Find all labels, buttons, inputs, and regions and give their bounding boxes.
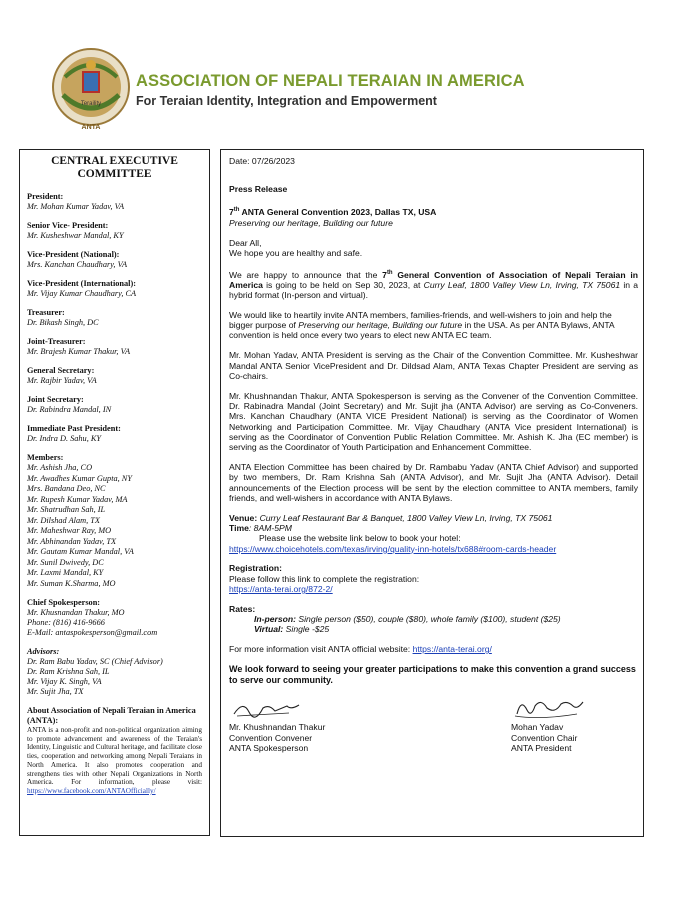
member-item: Mr. Rupesh Kumar Yadav, MA: [27, 494, 128, 504]
spokesperson-block: Chief Spokesperson: Mr. Khusnandan Thakur, MO Phone: (816) 416-9666 E-Mail: antaspokesperson@gmail.com: [27, 598, 158, 637]
about-block: [27, 706, 202, 796]
signature-image: [511, 692, 591, 722]
rates-block: Rates: In-person: Single person ($50), couple ($80), whole family ($100), student ($25) Virtual: Single -$25: [229, 603, 561, 635]
committee-title: CENTRAL EXECUTIVE COMMITTEE: [51, 155, 178, 180]
officer-block: General Secretary: Mr. Rajbir Yadav, VA: [27, 366, 97, 385]
officer-block: Treasurer: Dr. Bikash Singh, DC: [27, 308, 99, 327]
officer-block: Senior Vice- President: Mr. Kusheshwar Mandal, KY: [27, 221, 124, 240]
about-body: ANTA is a non-profit and non-political organization aiming to promote advancement and awareness of the Teraian's Identity, Linguistic and Cultural heritage, and facilitate close ties, cooperation and networking among Nepali Teraians in North America. It also promotes cooperation and strengthens ties with other Nepali Organizations in North America. For information, please visit: https://www.facebook.com/ANTAOfficially/: [27, 726, 202, 795]
member-item: Mr. Ashish Jha, CO: [27, 463, 93, 472]
anta-logo: [46, 43, 136, 133]
press-release-panel: [220, 149, 644, 837]
greeting: Dear All, We hope you are healthy and safe.: [229, 237, 363, 258]
convention-heading: 7th ANTA General Convention 2023, Dallas TX, USA Preserving our heritage, Building our future: [229, 207, 437, 228]
signature-chair: Mohan Yadav Convention Chair ANTA President: [511, 692, 651, 753]
invite-paragraph: We would like to heartily invite ANTA members, families-friends, and well-wishers to join and help the bigger purpose of Preserving our heritage, Building our future in the USA. As per ANTA Bylaws, ANTA convention is held once every two years to elect new ANTA EC team.: [229, 309, 615, 341]
officer-block: President: Mr. Mohan Kumar Yadav, VA: [27, 192, 125, 211]
svg-text:Teraility: Teraility: [80, 101, 102, 107]
member-item: Mr. Dilshad Alam, TX: [27, 515, 100, 525]
release-date: Date: 07/26/2023: [229, 156, 295, 166]
chair-paragraph: Mr. Mohan Yadav, ANTA President is serving as the Chair of the Convention Committee. Mr. Kusheshwar Mandal ANTA Senior VicePresident and Dr. Dildsad Alam, ANTA Texas Chapter President are serving as Co-chairs.: [229, 350, 638, 381]
about-title: About Association of Nepali Teraian in America (ANTA):: [27, 706, 196, 725]
website-link[interactable]: https://anta-terai.org/: [412, 644, 492, 655]
registration-block: Registration: Please follow this link to complete the registration: https://anta-terai.org/872-2/: [229, 563, 420, 594]
member-item: Mr. Abhinandan Yadav, TX: [27, 536, 117, 546]
announcement-paragraph: We are happy to announce that the 7th General Convention of Association of Nepali Teraian in America is going to be held on Sep 30, 2023, at Curry Leaf, 1800 Valley View Ln, Irving, TX 75061 in a hybrid format (In-person and virtual).: [229, 269, 638, 301]
advisors-block: Advisors: Dr. Ram Babu Yadav, SC (Chief Advisor) Dr. Ram Krishna Sah, IL Mr. Vijay K. Singh, VA Mr. Sujit Jha, TX: [27, 647, 163, 696]
signature-row: [229, 696, 638, 776]
member-item: Mr. Suman K.Sharma, MO: [27, 578, 116, 588]
member-item: Mr. Awadhes Kumar Gupta, NY: [27, 473, 132, 483]
press-release-label: Press Release: [229, 184, 288, 195]
election-paragraph: ANTA Election Committee has been chaired by Dr. Rambabu Yadav (ANTA Chief Advisor) and supported by two members, Dr. Ram Krishna Sah (ANTA Advisor), and Mr. Sujit Jha (ANTA Advisor). Detail announcements of the Election process will be sent by the election committee to ANTA members, family friends, and well-wishers in accordance with ANTA Bylaws.: [229, 461, 638, 503]
signature-convener: Mr. Khushnandan Thakur Convention Convener ANTA Spokesperson: [229, 696, 369, 753]
venue-block: Venue: Curry Leaf Restaurant Bar & Banquet, 1800 Valley View Ln, Irving, TX 75061 Time: 8AM-5PM Please use the website link below to book your hotel: https://www.choicehotels.com/texas/irving/quality-inn-hotels/tx688#room-cards-header: [229, 512, 557, 554]
info-line: For more information visit ANTA official website: https://anta-terai.org/: [229, 644, 492, 655]
executive-committee-panel: [19, 149, 210, 836]
facebook-link[interactable]: https://www.facebook.com/ANTAOfficially/: [27, 786, 156, 795]
member-item: Mr. Gautam Kumar Mandal, VA: [27, 547, 134, 556]
registration-link[interactable]: https://anta-terai.org/872-2/: [229, 583, 333, 594]
convener-paragraph: Mr. Khushnandan Thakur, ANTA Spokesperson is serving as the Convener of the Convention Committee. Dr. Rabinadra Mandal (Joint Secretary) and Mr. Sujit jha (ANTA Advisor) are serving as Co-Conveners. Mrs. Kanchan Chaudhary (ANTA VICE President National) is serving as the Coordinator of Women Networking and Participation Committee. Mr. Vijay Chaudhary (ANTA Vice president International) is serving as the Coordinator of Convention Public Relation Committee. Mr. Ashish K. Jha (EC member) is serving as the Coordinator of Youth Participation and Enhancement Committee.: [229, 390, 638, 453]
svg-text:ANTA: ANTA: [81, 124, 101, 131]
member-item: Mr. Laxmi Mandal, KY: [27, 568, 104, 577]
officer-block: Joint-Treasurer: Mr. Brajesh Kumar Thakur, VA: [27, 337, 131, 356]
officer-block: Vice-President (National): Mrs. Kanchan Chaudhary, VA: [27, 250, 128, 269]
member-item: Mr. Sunil Dwivedy, DC: [27, 557, 104, 567]
member-item: Mrs. Bandana Deo, NC: [27, 484, 106, 493]
closing-statement: We look forward to seeing your greater participations to make this convention a grand success to serve our community.: [229, 663, 636, 686]
officer-block: Immediate Past President: Dr. Indra D. Sahu, KY: [27, 424, 121, 443]
officer-block: Joint Secretary: Dr. Rabindra Mandal, IN: [27, 395, 112, 414]
hotel-link[interactable]: https://www.choicehotels.com/texas/irving/quality-inn-hotels/tx688#room-cards-header: [229, 543, 557, 554]
org-tagline: For Teraian Identity, Integration and Empowerment: [136, 94, 437, 108]
member-item: Mr. Shatrudhan Sah, IL: [27, 505, 106, 514]
officer-block: Vice-President (International): Mr. Vijay Kumar Chaudhary, CA: [27, 279, 137, 298]
members-block: Members: Mr. Ashish Jha, CO Mr. Awadhes Kumar Gupta, NY Mrs. Bandana Deo, NC Mr. Rupesh Kumar Yadav, MA Mr. Shatrudhan Sah, IL Mr. Dilshad Alam, TX Mr. Maheshwar Ray, MO Mr. Abhinandan Yadav, TX Mr. Gautam Kumar Mandal, VA Mr. Sunil Dwivedy, DC Mr. Laxmi Mandal, KY Mr. Suman K.Sharma, MO: [27, 453, 202, 589]
convention-subtitle: Preserving our heritage, Building our future: [229, 217, 393, 228]
org-name: ASSOCIATION OF NEPALI TERAIAN IN AMERICA: [136, 72, 525, 90]
member-item: Mr. Maheshwar Ray, MO: [27, 526, 112, 535]
signature-image: [229, 696, 309, 722]
